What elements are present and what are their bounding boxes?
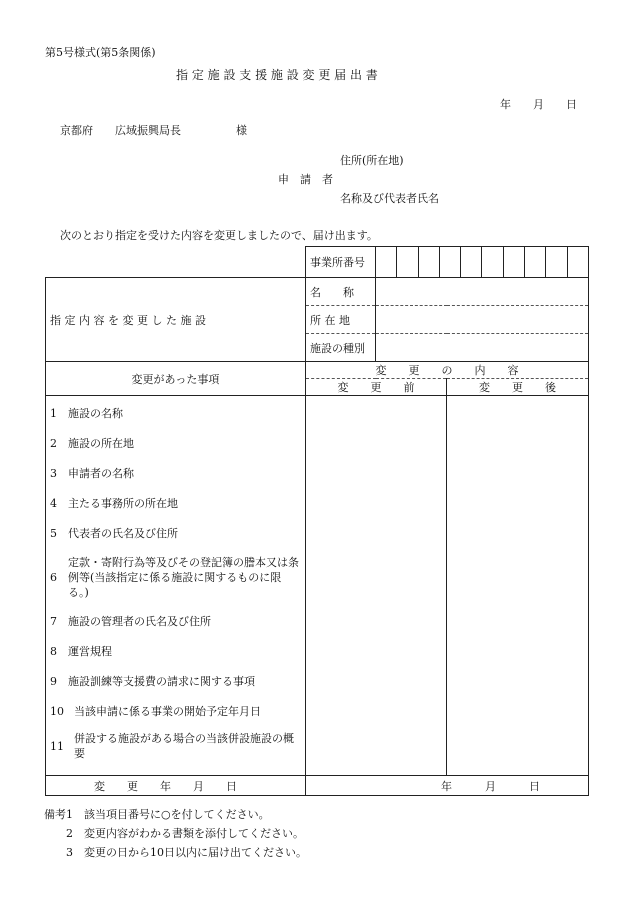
note-1: 備考1 該当項目番号に○を付してください。 [44,808,270,821]
designated-facility-label: 指 定 内 容 を 変 更 し た 施 設 [46,278,306,362]
intro-text: 次のとおり指定を受けた内容を変更しましたので、届け出ます。 [60,229,378,242]
note-3: 3 変更の日から10日以内に届け出てください。 [44,846,307,859]
change-content-header: 変 更 の 内 容 [306,362,589,379]
list-item[interactable]: 6 定款・寄附行為等及びその登記簿の謄本又は条例等(当該指定に係る施設に関するものに限る。) [50,555,299,599]
changed-items-header: 変更があった事項 [46,362,306,396]
addressee: 京都府 広域振興局長 様 [60,124,247,137]
list-item[interactable]: 8 運営規程 [50,644,112,658]
list-item[interactable]: 1 施設の名称 [50,406,123,420]
change-form-table [45,246,589,796]
after-change-field[interactable] [447,396,589,776]
facility-name-label: 名 称 [306,278,376,306]
list-item[interactable]: 10 当該申請に係る事業の開始予定年月日 [50,704,261,718]
facility-name-field[interactable] [376,278,589,306]
facility-location-label: 所 在 地 [306,306,376,334]
applicant-name-label: 名称及び代表者氏名 [340,192,439,205]
change-date-field[interactable]: 年 月 日 [306,776,589,796]
after-label: 変 更 後 [447,379,589,396]
office-number-label: 事業所番号 [306,247,376,278]
list-item[interactable]: 2 施設の所在地 [50,436,134,450]
form-id: 第5号様式(第5条関係) [45,46,156,59]
facility-type-label: 施設の種別 [306,334,376,362]
page-title: 指 定 施 設 支 援 施 設 変 更 届 出 書 [176,68,378,82]
changed-items-list [50,398,301,766]
before-label: 変 更 前 [306,379,447,396]
change-date-label: 変 更 年 月 日 [46,776,306,796]
notes [44,805,307,862]
office-number-field[interactable] [376,247,589,278]
list-item[interactable]: 7 施設の管理者の氏名及び住所 [50,614,211,628]
date-line: 年 月 日 [500,98,577,111]
applicant-address-label: 住所(所在地) [340,154,404,167]
list-item[interactable]: 5 代表者の氏名及び住所 [50,526,178,540]
list-item[interactable]: 11 併設する施設がある場合の当該併設施設の概要 [50,732,294,760]
blank-cell [46,247,306,278]
changed-items-list-cell [46,396,306,776]
before-change-field[interactable] [306,396,447,776]
facility-type-field[interactable] [376,334,589,362]
list-item[interactable]: 3 申請者の名称 [50,466,134,480]
note-2: 2 変更内容がわかる書類を添付してください。 [44,827,304,840]
applicant-role-label: 申 請 者 [278,173,333,186]
facility-location-field[interactable] [376,306,589,334]
list-item[interactable]: 4 主たる事務所の所在地 [50,496,178,510]
list-item[interactable]: 9 施設訓練等支援費の請求に関する事項 [50,674,255,688]
